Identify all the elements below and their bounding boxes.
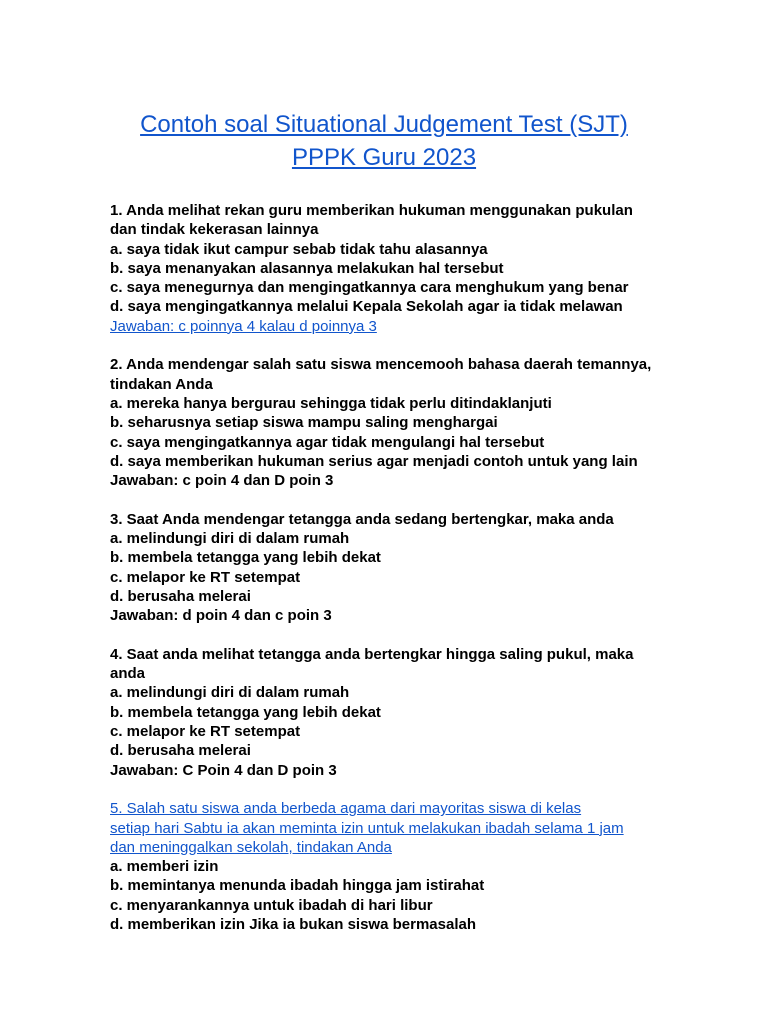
question-3-option-b: b. membela tetangga yang lebih dekat [110, 549, 381, 567]
question-2-answer: Jawaban: c poin 4 dan D poin 3 [110, 472, 334, 490]
question-4-option-d: d. berusaha melerai [110, 742, 251, 760]
question-2 [110, 355, 690, 490]
question-4-option-b: b. membela tetangga yang lebih dekat [110, 703, 381, 721]
question-1-option-a: a. saya tidak ikut campur sebab tidak tahu alasannya [110, 240, 488, 258]
page-title[interactable] [60, 108, 708, 174]
question-4-stem-line-1: 4. Saat anda melihat tetangga anda bertengkar hingga saling pukul, maka [110, 645, 634, 663]
questions-list [110, 201, 690, 934]
question-1-stem-line-2: dan tindak kekerasan lainnya [110, 221, 319, 239]
question-2-option-b: b. seharusnya setiap siswa mampu saling menghargai [110, 414, 498, 432]
question-4-option-c: c. melapor ke RT setempat [110, 723, 301, 741]
question-2-option-a: a. mereka hanya bergurau sehingga tidak perlu ditindaklanjuti [110, 394, 552, 412]
question-2-stem-line-1: 2. Anda mendengar salah satu siswa mencemooh bahasa daerah temannya, [110, 356, 652, 374]
question-4 [110, 645, 690, 780]
question-5-option-a: a. memberi izin [110, 858, 219, 876]
question-5-option-c: c. menyarankannya untuk ibadah di hari libur [110, 896, 433, 914]
question-4-stem-line-2: anda [110, 665, 146, 683]
question-3-option-c: c. melapor ke RT setempat [110, 568, 301, 586]
question-3-answer: Jawaban: d poin 4 dan c poin 3 [110, 607, 332, 625]
question-1 [110, 201, 690, 336]
question-4-answer: Jawaban: C Poin 4 dan D poin 3 [110, 761, 337, 779]
question-1-option-d: d. saya mengingatkannya melalui Kepala Sekolah agar ia tidak melawan [110, 298, 623, 316]
question-2-stem-line-2: tindakan Anda [110, 375, 213, 393]
question-5-option-b: b. memintanya menunda ibadah hingga jam istirahat [110, 877, 485, 895]
question-3-option-a: a. melindungi diri di dalam rumah [110, 530, 350, 548]
question-5-option-d: d. memberikan izin Jika ia bukan siswa bermasalah [110, 915, 476, 933]
question-3-option-d: d. berusaha melerai [110, 587, 251, 605]
question-2-option-d: d. saya memberikan hukuman serius agar menjadi contoh untuk yang lain [110, 452, 638, 470]
question-2-option-c: c. saya mengingatkannya agar tidak mengulangi hal tersebut [110, 433, 545, 451]
question-5-stem-link-line-2[interactable]: setiap hari Sabtu ia akan meminta izin untuk melakukan ibadah selama 1 jam [110, 819, 624, 837]
title-line-1[interactable]: Contoh soal Situational Judgement Test (SJT) [140, 111, 628, 138]
question-1-answer-link[interactable]: Jawaban: c poinnya 4 kalau d poinnya 3 [110, 317, 377, 335]
question-3 [110, 510, 690, 626]
question-1-option-b: b. saya menanyakan alasannya melakukan hal tersebut [110, 259, 504, 277]
question-1-stem-line-1: 1. Anda melihat rekan guru memberikan hukuman menggunakan pukulan [110, 202, 633, 219]
question-5-stem-link-line-1[interactable]: 5. Salah satu siswa anda berbeda agama dari mayoritas siswa di kelas [110, 800, 582, 818]
question-3-stem-line-1: 3. Saat Anda mendengar tetangga anda sedang bertengkar, maka anda [110, 510, 614, 528]
question-1-option-c: c. saya menegurnya dan mengingatkannya cara menghukum yang benar [110, 279, 629, 297]
question-4-option-a: a. melindungi diri di dalam rumah [110, 684, 350, 702]
question-5-stem-link-line-3[interactable]: dan meninggalkan sekolah, tindakan Anda [110, 838, 392, 856]
title-line-2[interactable]: PPPK Guru 2023 [291, 144, 477, 171]
question-5 [110, 799, 690, 934]
